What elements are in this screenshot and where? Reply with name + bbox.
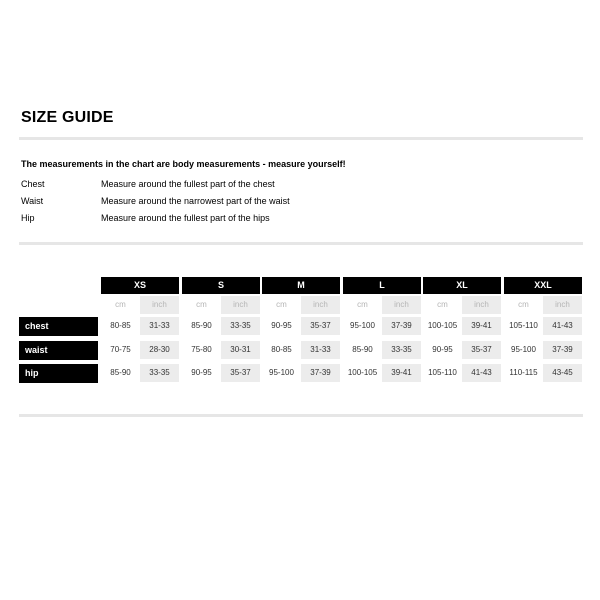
unit-label-cm: cm (196, 300, 207, 309)
size-header-xs: XS (101, 277, 179, 294)
table-cell: 95-100 (269, 368, 294, 377)
measurement-row-hip (21, 213, 581, 225)
table-cell: 90-95 (432, 345, 453, 354)
table-cell: 85-90 (352, 345, 373, 354)
unit-label-inch: inch (140, 296, 179, 314)
unit-label-inch: inch (382, 296, 421, 314)
table-cell: 85-90 (191, 321, 212, 330)
table-cell: 28-30 (140, 341, 179, 359)
size-header-l: L (343, 277, 421, 294)
unit-label-inch: inch (301, 296, 340, 314)
measurement-name: Hip (21, 213, 35, 223)
table-cell: 100-105 (427, 321, 458, 330)
size-header-xl: XL (423, 277, 501, 294)
unit-label-cm: cm (115, 300, 126, 309)
divider (19, 414, 583, 417)
table-cell: 35-37 (462, 341, 501, 359)
table-cell: 43-45 (543, 364, 582, 382)
table-cell: 35-37 (301, 317, 340, 335)
table-cell: 80-85 (271, 345, 292, 354)
size-header-m: M (262, 277, 340, 294)
table-cell: 33-35 (140, 364, 179, 382)
row-header-hip: hip (19, 364, 98, 383)
table-cell: 105-110 (509, 321, 538, 330)
table-cell: 70-75 (110, 345, 131, 354)
unit-label-cm: cm (437, 300, 448, 309)
table-cell: 35-37 (221, 364, 260, 382)
row-header-waist: waist (19, 341, 98, 360)
table-cell: 95-100 (511, 345, 536, 354)
table-cell: 41-43 (543, 317, 582, 335)
size-header-s: S (182, 277, 260, 294)
table-cell: 33-35 (221, 317, 260, 335)
table-cell: 37-39 (382, 317, 421, 335)
table-cell: 31-33 (301, 341, 340, 359)
table-cell: 31-33 (140, 317, 179, 335)
table-cell: 80-85 (110, 321, 131, 330)
unit-label-cm: cm (276, 300, 287, 309)
table-cell: 100-105 (347, 368, 378, 377)
table-cell: 41-43 (462, 364, 501, 382)
table-cell: 110-115 (509, 368, 538, 377)
table-cell: 37-39 (543, 341, 582, 359)
size-header-xxl: XXL (504, 277, 582, 294)
intro-text: The measurements in the chart are body measurements - measure yourself! (21, 159, 346, 169)
table-cell: 39-41 (462, 317, 501, 335)
measurement-description: Measure around the fullest part of the hips (101, 213, 270, 223)
measurement-name: Waist (21, 196, 44, 206)
measurement-row-waist (21, 196, 581, 208)
divider (19, 242, 583, 245)
row-header-chest: chest (19, 317, 98, 336)
table-cell: 90-95 (271, 321, 292, 330)
unit-label-cm: cm (357, 300, 368, 309)
page-title: SIZE GUIDE (21, 109, 114, 126)
unit-label-cm: cm (518, 300, 529, 309)
measurement-name: Chest (21, 179, 45, 189)
table-cell: 75-80 (191, 345, 212, 354)
measurement-row-chest (21, 179, 581, 191)
unit-label-inch: inch (462, 296, 501, 314)
table-cell: 85-90 (110, 368, 131, 377)
table-cell: 90-95 (191, 368, 212, 377)
table-cell: 37-39 (301, 364, 340, 382)
table-cell: 39-41 (382, 364, 421, 382)
table-cell: 33-35 (382, 341, 421, 359)
measurement-description: Measure around the fullest part of the chest (101, 179, 275, 189)
unit-label-inch: inch (543, 296, 582, 314)
divider (19, 137, 583, 140)
table-cell: 30-31 (221, 341, 260, 359)
unit-label-inch: inch (221, 296, 260, 314)
measurement-description: Measure around the narrowest part of the waist (101, 196, 290, 206)
table-cell: 105-110 (428, 368, 457, 377)
table-cell: 95-100 (350, 321, 375, 330)
